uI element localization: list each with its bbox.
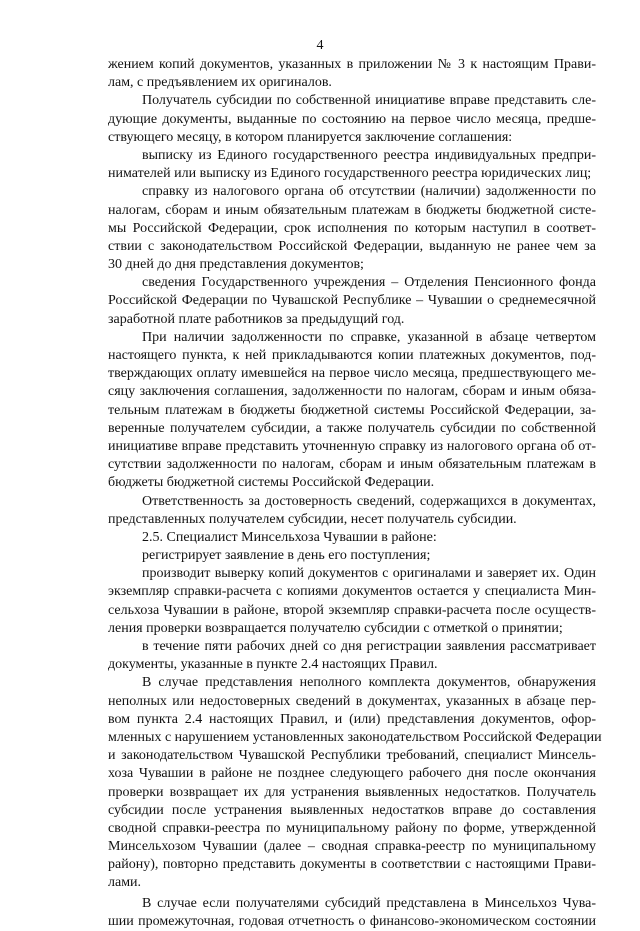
paragraph-line: представленных получателем субсидии, несет получатель субсидии. <box>108 511 517 527</box>
paragraph-line: ствии с законодательством Российской Федерации, выданную не ранее чем за <box>108 238 596 254</box>
paragraph-line: сведения Государственного учреждения – Отделения Пенсионного фонда <box>142 275 596 291</box>
paragraph-line: мы Российской Федерации, срок исполнения по которым наступил в соответ- <box>108 220 596 236</box>
paragraph-line: в течение пяти рабочих дней со дня регистрации заявления рассматривает <box>142 639 596 654</box>
paragraph-line: Минсельхозом Чувашии (далее – сводная справка-реестр по муниципальному <box>108 839 596 855</box>
paragraph-line: тверждающих оплату имевшейся на первое число месяца, предшествующего ме- <box>108 366 596 382</box>
paragraph-line: экземпляр справки-расчета с копиями документов остается у специалиста Мин- <box>108 584 596 600</box>
paragraph-line: выписку из Единого государственного реестра индивидуальных предпри- <box>142 147 596 163</box>
paragraph-line: жением копий документов, указанных в приложении № 3 к настоящим Прави- <box>108 57 596 72</box>
paragraph-line: документы, указанные в пункте 2.4 настоящих Правил. <box>108 657 438 673</box>
paragraph-line: производит выверку копий документов с оригиналами и заверяет их. Один <box>142 566 596 582</box>
paragraph-line: настоящего пункта, к ней прикладываются копии платежных документов, под- <box>108 348 596 363</box>
paragraph-line: заработной плате работников за предыдущий год. <box>108 311 405 327</box>
document-body <box>108 56 602 931</box>
paragraph-line: нимателей или выписку из Единого государственного реестра юридических лиц; <box>108 166 592 182</box>
paragraph-line: дующие документы, выданные по состоянию на первое число месяца, предше- <box>108 111 596 127</box>
paragraph-line: району), повторно представить документы в соответствии с настоящими Прави- <box>108 857 596 873</box>
paragraph-line: 2.5. Специалист Минсельхоза Чувашии в районе: <box>142 529 437 545</box>
paragraph-line: мленных с нарушением установленных законодательством Российской Федерации <box>108 729 602 745</box>
paragraph-line: справку из налогового органа об отсутствии (наличии) задолженности по <box>142 184 596 200</box>
paragraph-line: В случае представления неполного комплекта документов, обнаружения <box>142 675 596 691</box>
paragraph-line: вом пункта 2.4 настоящих Правил, и (или) представления документов, офор- <box>108 711 596 727</box>
paragraph-line: При наличии задолженности по справке, указанной в абзаце четвертом <box>142 329 596 345</box>
paragraph-line: Получатель субсидии по собственной инициативе вправе представить сле- <box>142 93 596 109</box>
paragraph-line: и законодательством Чувашской Республики требований, специалист Минсель- <box>108 748 596 764</box>
paragraph-line: тельным платежам в бюджеты бюджетной системы Российской Федерации, за- <box>108 402 596 418</box>
paragraph-line: проверки возвращает их для устранения выявленных недостатков. Получатель <box>108 784 596 800</box>
paragraph-line: субсидии после устранения выявленных недостатков вправе до составления <box>108 802 596 818</box>
paragraph-line: инициативе вправе представить уточненную справку из налогового органа об от- <box>108 438 596 454</box>
paragraph-line: ления проверки возвращается получателю субсидии с отметкой о принятии; <box>108 620 563 636</box>
paragraph-line: Ответственность за достоверность сведений, содержащихся в документах, <box>142 493 596 509</box>
page-number: 4 <box>316 38 324 53</box>
paragraph-line: сельхоза Чувашии в районе, второй экземпляр справки-расчета после осуществ- <box>108 602 596 618</box>
paragraph-line: лами. <box>108 875 142 891</box>
paragraph-line: хоза Чувашии в районе не позднее следующего рабочего дня после окончания <box>108 766 596 782</box>
paragraph-line: сутствии задолженности по налогам, сборам и иным обязательным платежам в <box>108 457 596 473</box>
paragraph-line: бюджеты бюджетной системы Российской Федерации. <box>108 475 435 491</box>
paragraph-line: В случае если получателями субсидий представлена в Минсельхоз Чува- <box>142 895 596 911</box>
paragraph-line: сяцу заключения соглашения, задолженности по налогам, сборам и иным обяза- <box>108 384 596 400</box>
paragraph-line: неполных или недостоверных сведений в документах, указанных в абзаце пер- <box>108 693 596 709</box>
paragraph-line: сводной справки-реестра по муниципальному району по форме, утвержденной <box>108 820 596 836</box>
paragraph-line: Российской Федерации по Чувашской Республике – Чувашии о среднемесячной <box>108 293 596 309</box>
paragraph-line: шии промежуточная, годовая отчетность о финансово-экономическом состоянии <box>108 913 596 929</box>
paragraph-line: веренные получателем субсидии, а также получатель субсидии по собственной <box>108 420 596 436</box>
paragraph-line: налогам, сборам и иным обязательным платежам в бюджеты бюджетной систе- <box>108 202 596 218</box>
paragraph-line: лам, с предъявлением их оригиналов. <box>108 75 332 91</box>
paragraph-line: 30 дней до дня представления документов; <box>108 257 364 273</box>
paragraph-line: регистрирует заявление в день его поступления; <box>142 548 431 564</box>
paragraph-line: ствующего месяцу, в котором планируется заключение соглашения: <box>108 129 513 145</box>
